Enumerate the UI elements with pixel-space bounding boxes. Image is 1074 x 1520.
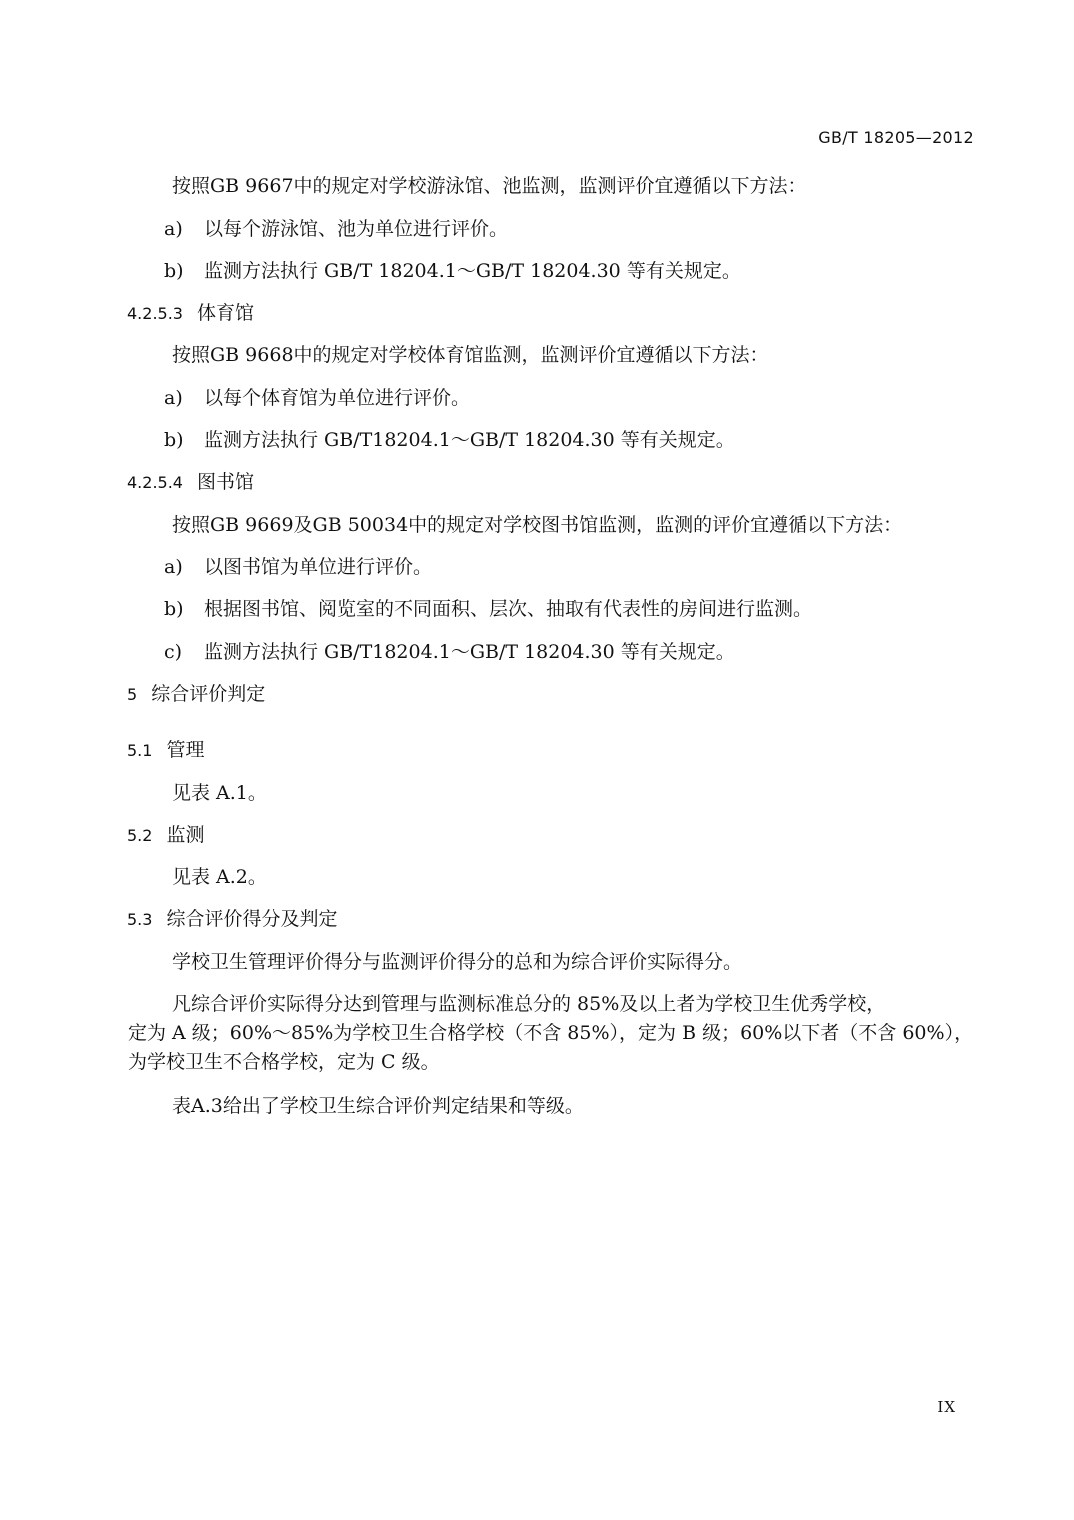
- list-item-text: 以图书馆为单位进行评价。: [204, 556, 433, 578]
- page-number: IX: [937, 1398, 956, 1416]
- list-marker: c): [164, 641, 183, 663]
- section-heading-4253: [127, 299, 254, 328]
- list-item: [164, 257, 741, 285]
- section-title: 图书馆: [196, 471, 254, 493]
- list-item-text: 监测方法执行 GB/T18204.1～GB/T 18204.30 等有关规定。: [204, 641, 735, 663]
- list-item: [164, 553, 432, 581]
- chapter-title: 综合评价判定: [151, 683, 266, 705]
- paragraph-table-ref: 表A.3给出了学校卫生综合评价判定结果和等级。: [172, 1095, 584, 1117]
- section-number: 5.1: [127, 741, 153, 760]
- pool-intro: 按照GB 9667中的规定对学校游泳馆、池监测，监测评价宜遵循以下方法：: [172, 175, 807, 197]
- list-marker: a): [164, 556, 183, 578]
- list-item: [164, 638, 735, 666]
- section-title: 综合评价得分及判定: [166, 908, 338, 930]
- paragraph-grading-line1: 凡综合评价实际得分达到管理与监测标准总分的 85%及以上者为学校卫生优秀学校，: [172, 993, 886, 1015]
- section-heading-52: [127, 821, 204, 850]
- list-item-text: 以每个体育馆为单位进行评价。: [204, 387, 471, 409]
- section-number: 5.2: [127, 826, 153, 845]
- section-title: 体育馆: [196, 302, 254, 324]
- section-heading-4254: [127, 468, 254, 497]
- list-item-text: 监测方法执行 GB/T18204.1～GB/T 18204.30 等有关规定。: [204, 429, 735, 451]
- list-item: [164, 215, 508, 243]
- section-number: 4.2.5.3: [127, 304, 183, 323]
- section-number: 5.3: [127, 910, 153, 929]
- list-marker: a): [164, 218, 183, 240]
- list-marker: b): [164, 598, 184, 620]
- section-body-51: 见表 A.1。: [172, 782, 267, 804]
- list-item: [164, 595, 812, 623]
- list-marker: b): [164, 429, 184, 451]
- standard-code: GB/T 18205—2012: [818, 128, 974, 147]
- paragraph-total-score: 学校卫生管理评价得分与监测评价得分的总和为综合评价实际得分。: [172, 951, 743, 973]
- list-marker: b): [164, 260, 184, 282]
- section-body-52: 见表 A.2。: [172, 866, 267, 888]
- section-title: 管理: [166, 739, 205, 761]
- list-item-text: 监测方法执行 GB/T 18204.1～GB/T 18204.30 等有关规定。: [204, 260, 741, 282]
- paragraph-grading-line3: 为学校卫生不合格学校，定为 C 级。: [128, 1051, 440, 1073]
- chapter-number: 5: [127, 685, 138, 704]
- list-item: [164, 384, 470, 412]
- paragraph-grading-line2: 定为 A 级；60%～85%为学校卫生合格学校（不含 85%），定为 B 级；60%以下者（不含 60%），: [128, 1022, 974, 1044]
- section-heading-51: [127, 736, 204, 765]
- gym-intro: 按照GB 9668中的规定对学校体育馆监测，监测评价宜遵循以下方法：: [172, 344, 769, 366]
- list-item: [164, 426, 735, 454]
- section-title: 监测: [166, 824, 205, 846]
- library-intro: 按照GB 9669及GB 50034中的规定对学校图书馆监测，监测的评价宜遵循以下方法：: [172, 514, 903, 536]
- list-item-text: 以每个游泳馆、池为单位进行评价。: [204, 218, 509, 240]
- list-marker: a): [164, 387, 183, 409]
- chapter-heading-5: [127, 680, 265, 709]
- section-number: 4.2.5.4: [127, 473, 183, 492]
- section-heading-53: [127, 905, 337, 934]
- list-item-text: 根据图书馆、阅览室的不同面积、层次、抽取有代表性的房间进行监测。: [204, 598, 813, 620]
